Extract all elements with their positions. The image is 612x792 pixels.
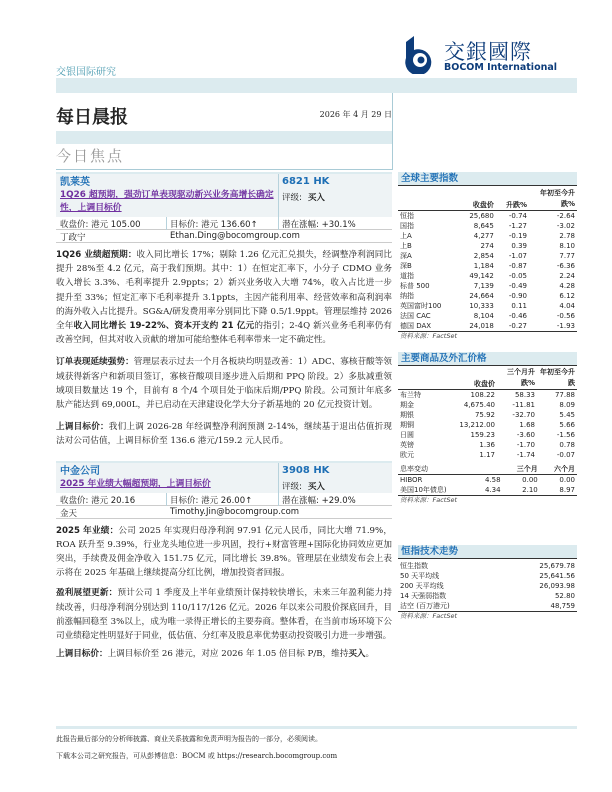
- row-label: 期银: [400, 411, 414, 419]
- technicals-title: 恒指技术走势: [398, 545, 577, 559]
- cell-value: 26,093.98: [539, 582, 575, 590]
- cell-value: 0.00: [559, 476, 575, 484]
- row-label: 上A: [400, 232, 412, 240]
- row-label: 期铜: [400, 421, 414, 429]
- section-band: [56, 131, 392, 144]
- cell-value: -1.27: [508, 222, 527, 230]
- cell-value: 25,680: [469, 212, 494, 220]
- row-label: 50 天平均线: [400, 572, 440, 580]
- table-row: [398, 485, 577, 495]
- cell-value: -0.07: [556, 451, 575, 459]
- paragraph: 上调目标价：我们上调 2026-28 年经调整净利润预测 2-14%，继续基于退出估值折现法对公司估值，上调目标价至 136.6 港元/159.2 元人民币。: [56, 422, 392, 447]
- bocom-logo: [400, 36, 580, 76]
- analyst: 丁政宁: [60, 233, 86, 243]
- table-row: [398, 591, 577, 601]
- table-row: [398, 390, 577, 401]
- cell-value: -0.56: [556, 312, 575, 320]
- row-label: 深A: [400, 252, 412, 260]
- disclaimer: 此报告最后部分的分析师披露、商业关系披露和免责声明为报告的一部分，必须阅读。: [56, 735, 322, 743]
- header-band: [56, 78, 577, 93]
- table-row: [398, 601, 577, 611]
- analyst-email[interactable]: Timothy.Jin@bocomgroup.com: [170, 506, 300, 517]
- cell-value: 1.36: [479, 441, 495, 449]
- paragraph: 1Q26 业绩超预期：收入同比增长 17%；剔除 1.26 亿元汇兑损失，经调整净利润同比提升 28%至 4.2 亿元，高于我们预期。其中：1）在恒定汇率下，小分子 CDMO 业务收入增长 3.3%、毛利率提升 2.9ppts；2）新兴业务收入大增 74%，收入占比进一步提升至 33%；恒定汇率下毛利率提升 3.1ppts，主因产能利用率、经营效率和高利润率的海外收入占比提升。SG&A/研发费用率分别同比下降 0.5/1.9ppt。管理层维持 2026 全年收入同比增长 19-22%、资本开支约 21 亿元的指引；2-4Q 新兴业务毛利率仍有改善空间，但其对收入贡献的增加可能给整体毛利率带来一定不确定性。: [56, 250, 392, 346]
- cell-value: -0.74: [508, 212, 527, 220]
- cell-value: 8.97: [559, 486, 575, 494]
- paragraph: 订单表现延续强势：管理层表示过去一个月各板块均明显改善：1）ADC、寡核苷酸等领域获得新客户和新项目签订，寡核苷酸项目逐步进入后期和 PPQ 阶段。2）多肽减重领域项目数量达 19 个，目前有 8 个/4 个项目处于临床后期/PPQ 阶段。公司预计年底多肽产能达到 69,000L，并已启动在天津建设化学大分子新基地的 20 亿元投资计划。: [56, 357, 392, 411]
- table-row: [398, 251, 577, 261]
- cell-value: -0.27: [508, 322, 527, 330]
- cell-value: 77.88: [554, 391, 575, 399]
- cell-value: 25,641.56: [539, 572, 575, 580]
- cell-value: 4.58: [484, 476, 501, 484]
- stock-card: [56, 461, 392, 519]
- cell-value: 0.78: [559, 441, 575, 449]
- cell-value: 6.12: [559, 292, 575, 300]
- row-label: 欧元: [400, 451, 414, 459]
- row-label: 恒指: [400, 212, 414, 220]
- cell-value: 4,675.40: [463, 401, 495, 409]
- table-row: [398, 430, 577, 440]
- table-row: [398, 321, 577, 331]
- cell-value: 24,018: [469, 322, 494, 330]
- cell-value: 25,679.78: [539, 562, 575, 570]
- cell-value: -6.36: [556, 262, 575, 270]
- cell-value: -0.46: [508, 312, 527, 320]
- cell-value: -1.74: [516, 451, 535, 459]
- paragraph: 上调目标价：上调目标价至 26 港元，对应 2026 年 1.05 倍目标 P/B，维持买入。: [56, 649, 375, 660]
- cell-value: 2.10: [522, 486, 538, 494]
- report-date: 2026 年 4 月 29 日: [319, 110, 392, 119]
- rating: 买入: [307, 193, 325, 203]
- cell-value: 1.17: [479, 451, 495, 459]
- cell-value: 24,664: [469, 292, 494, 300]
- cell-value: 274: [480, 242, 494, 250]
- download-note: 下载本公司之研究报告，可从彭博信息：BOCM 或 https://research.bocomgroup.com: [56, 752, 338, 760]
- cell-value: 5.45: [559, 411, 575, 419]
- cell-value: 4,277: [473, 232, 494, 240]
- page-title: 每日晨报: [56, 107, 128, 128]
- commodities-table: 收盘价 三个月升跌% 年初至今升跌 布兰特 108.22 58.33 77.88 期金 4,675.40 -11.81 8.09 期银 75.92 -32.70 5.45 期铜 13,212.00 1.68 5.66 日圆 159.23 -3.60 -1.56 英镑 1.36 -1.70 0.78 欧元 1.17 -1.74 -0.07 息率变动 三个月 六个月 HIBOR 4.58 0.00 0.00 美国10年债息) 4.34 2.10 8.97 资料来源：FactSet: [400, 368, 575, 504]
- cell-value: 0.39: [511, 242, 527, 250]
- row-label: 标普 500: [400, 282, 430, 290]
- table-row: [398, 410, 577, 420]
- rating: 买入: [307, 481, 325, 492]
- cell-value: 0.00: [522, 476, 538, 484]
- report-headline-link[interactable]: 2025 年业绩大幅超预期，上调目标价: [60, 478, 211, 489]
- row-label: 布兰特: [400, 391, 421, 399]
- row-label: 沽空 (百万港元): [400, 602, 450, 610]
- table-row: [398, 261, 577, 271]
- cell-value: 4.34: [484, 486, 501, 494]
- cell-value: -0.05: [508, 272, 527, 280]
- company-name: 中金公司: [60, 465, 100, 477]
- cell-value: 75.92: [474, 411, 495, 419]
- table-row: [398, 581, 577, 591]
- divider: [56, 169, 393, 170]
- source-note: 资料来源：FactSet: [398, 611, 577, 621]
- table-row: [398, 440, 577, 450]
- table-row: [398, 420, 577, 430]
- table-row: [398, 311, 577, 321]
- cell-value: 8,104: [473, 312, 494, 320]
- row-label: 道指: [400, 272, 414, 280]
- analyst-email[interactable]: Ethan.Ding@bocomgroup.com: [170, 231, 300, 241]
- report-headline-link[interactable]: 1Q26 超预期，强劲订单表现驱动新兴业务高增长确定性，上调目标价: [60, 190, 274, 213]
- table-row: [398, 475, 577, 486]
- cell-value: -1.07: [508, 252, 527, 260]
- row-label: 英国富时100: [400, 302, 442, 310]
- upside: 潜在涨幅: +30.1%: [282, 220, 356, 230]
- stock-card: [56, 172, 392, 243]
- company-name: 凯莱英: [60, 177, 90, 188]
- cell-value: 49,142: [469, 272, 494, 280]
- stock-code: 3908 HK: [282, 464, 330, 476]
- row-label: 上B: [400, 242, 412, 250]
- brand-label: 交银国际研究: [56, 67, 116, 78]
- row-label: 英镑: [400, 441, 414, 449]
- cell-value: 8,645: [473, 222, 494, 230]
- commodities-title: 主要商品及外汇价格: [398, 352, 577, 366]
- row-label: 法国 CAC: [400, 312, 431, 320]
- upside: 潜在涨幅: +29.0%: [282, 495, 356, 506]
- cell-value: 58.33: [514, 391, 535, 399]
- section-title: 今日焦点: [56, 147, 125, 165]
- cell-value: 159.23: [470, 431, 495, 439]
- cell-value: 8.10: [559, 242, 575, 250]
- cell-value: -0.90: [508, 292, 527, 300]
- close-price: 收盘价: 港元 105.00: [60, 220, 141, 230]
- row-label: 德国 DAX: [400, 322, 432, 330]
- analyst: 金天: [60, 508, 78, 519]
- cell-value: 1.68: [519, 421, 535, 429]
- cell-value: 8.09: [559, 401, 575, 409]
- cell-value: -0.19: [508, 232, 527, 240]
- cell-value: 108.22: [470, 391, 495, 399]
- table-row: [398, 221, 577, 231]
- row-label: 日圆: [400, 431, 414, 439]
- cell-value: 2.78: [559, 232, 575, 240]
- cell-value: 0.11: [511, 302, 527, 310]
- cell-value: -2.64: [556, 212, 575, 220]
- cell-value: -1.56: [556, 431, 575, 439]
- row-label: 恒生指数: [400, 562, 428, 570]
- row-label: 美国10年债息): [400, 486, 447, 494]
- cell-value: 10,333: [469, 302, 494, 310]
- cell-value: 4.04: [559, 302, 575, 310]
- cell-value: -0.49: [508, 282, 527, 290]
- indices-title: 全球主要指数: [398, 172, 577, 186]
- rating-label: 评级:: [282, 481, 302, 492]
- table-row: [398, 571, 577, 581]
- table-row: [398, 301, 577, 311]
- table-row: [398, 271, 577, 281]
- cell-value: 7.77: [559, 252, 575, 260]
- cell-value: 7,139: [473, 282, 494, 290]
- cell-value: 13,212.00: [459, 421, 495, 429]
- technicals-table: [398, 561, 577, 621]
- table-row: [398, 561, 577, 571]
- table-row: [398, 211, 577, 222]
- cell-value: -11.81: [512, 401, 535, 409]
- close-price: 收盘价: 港元 20.16: [60, 495, 136, 506]
- logo-en: BOCOM International: [444, 62, 558, 73]
- table-row: [398, 291, 577, 301]
- target-price: 目标价: 港元 136.60↑: [170, 220, 258, 230]
- cell-value: -1.93: [556, 322, 575, 330]
- paragraph: 盈利展望更新：预计公司 1 季度及上半年业绩预计保持较快增长，未来三年盈利能力持续改善，归母净利润分别达到 110/117/126 亿元。2026 年以来公司股价探底回升，目前涨幅回稳至 3%以上，成为唯一录得正增长的主要券商。整体看，在当前市场环境下公司业绩稳定性明显好于同业，低估值、分红率及股息率优势驱动投资吸引力进一步增强。: [56, 588, 392, 642]
- source-note: 资料来源：FactSet: [398, 331, 577, 341]
- cell-value: 48,759: [550, 602, 575, 610]
- indices-table: 收盘价 升跌% 年初至今升跌% 恒指 25,680 -0.74 -2.64 国指 8,645 -1.27 -3.02 上A 4,277 -0.19 2.78 上B 274 0.39 8.10 深A 2,854 -1.07 7.77 深B 1,184 -0.87 -6.36 道指 49,142 -0.05 2.24 标普 500 7,139 -0.49 4.28 纳指 24,664 -0.90 6.12 英国富时100 10,333 0.11 4.04 法国 CAC 8,104 -0.46 -0.56 德国 DAX 24,018 -0.27 -1.93 资料来源：FactSet: [400, 189, 575, 340]
- cell-value: 4.28: [559, 282, 575, 290]
- cell-value: -3.60: [516, 431, 535, 439]
- divider: [392, 93, 393, 170]
- row-label: 纳指: [400, 292, 414, 300]
- target-price: 目标价: 港元 26.00↑: [170, 495, 253, 506]
- cell-value: -3.02: [556, 222, 575, 230]
- row-label: HIBOR: [400, 476, 423, 484]
- source-note: 资料来源：FactSet: [398, 495, 577, 505]
- cell-value: 52.80: [554, 592, 575, 600]
- table-row: [398, 281, 577, 291]
- row-label: 期金: [400, 401, 414, 409]
- row-label: 200 天平均线: [400, 582, 444, 590]
- cell-value: 2,854: [473, 252, 494, 260]
- row-label: 14 天强弱指数: [400, 592, 447, 600]
- cell-value: -0.87: [508, 262, 527, 270]
- paragraph: 2025 年业绩：公司 2025 年实现归母净利润 97.91 亿元人民币，同比大增 71.9%，ROA 跃升至 9.39%，行业龙头地位进一步巩固，投行+财富管理+国际化协同效应更加突出，手续费及佣金净收入 151.75 亿元，同比增长 39.8%。管理层在业绩发布会上表示将在 2025 年基础上继续提高分红比例，增加投资者回报。: [56, 525, 392, 579]
- logo-cn: 交銀國際: [444, 40, 532, 64]
- table-row: [398, 450, 577, 460]
- footer-band: [56, 726, 577, 729]
- cell-value: -32.70: [512, 411, 535, 419]
- table-row: [398, 231, 577, 241]
- table-row: [398, 400, 577, 410]
- table-row: [398, 241, 577, 251]
- cell-value: 2.24: [559, 272, 575, 280]
- row-label: 深B: [400, 262, 412, 270]
- stock-code: 6821 HK: [282, 176, 330, 187]
- bocom-logo-icon: [402, 36, 436, 74]
- left-column: [56, 172, 392, 661]
- cell-value: 5.66: [559, 421, 575, 429]
- row-label: 国指: [400, 222, 414, 230]
- rating-label: 评级:: [282, 193, 302, 203]
- cell-value: 1,184: [473, 262, 494, 270]
- cell-value: -1.70: [516, 441, 535, 449]
